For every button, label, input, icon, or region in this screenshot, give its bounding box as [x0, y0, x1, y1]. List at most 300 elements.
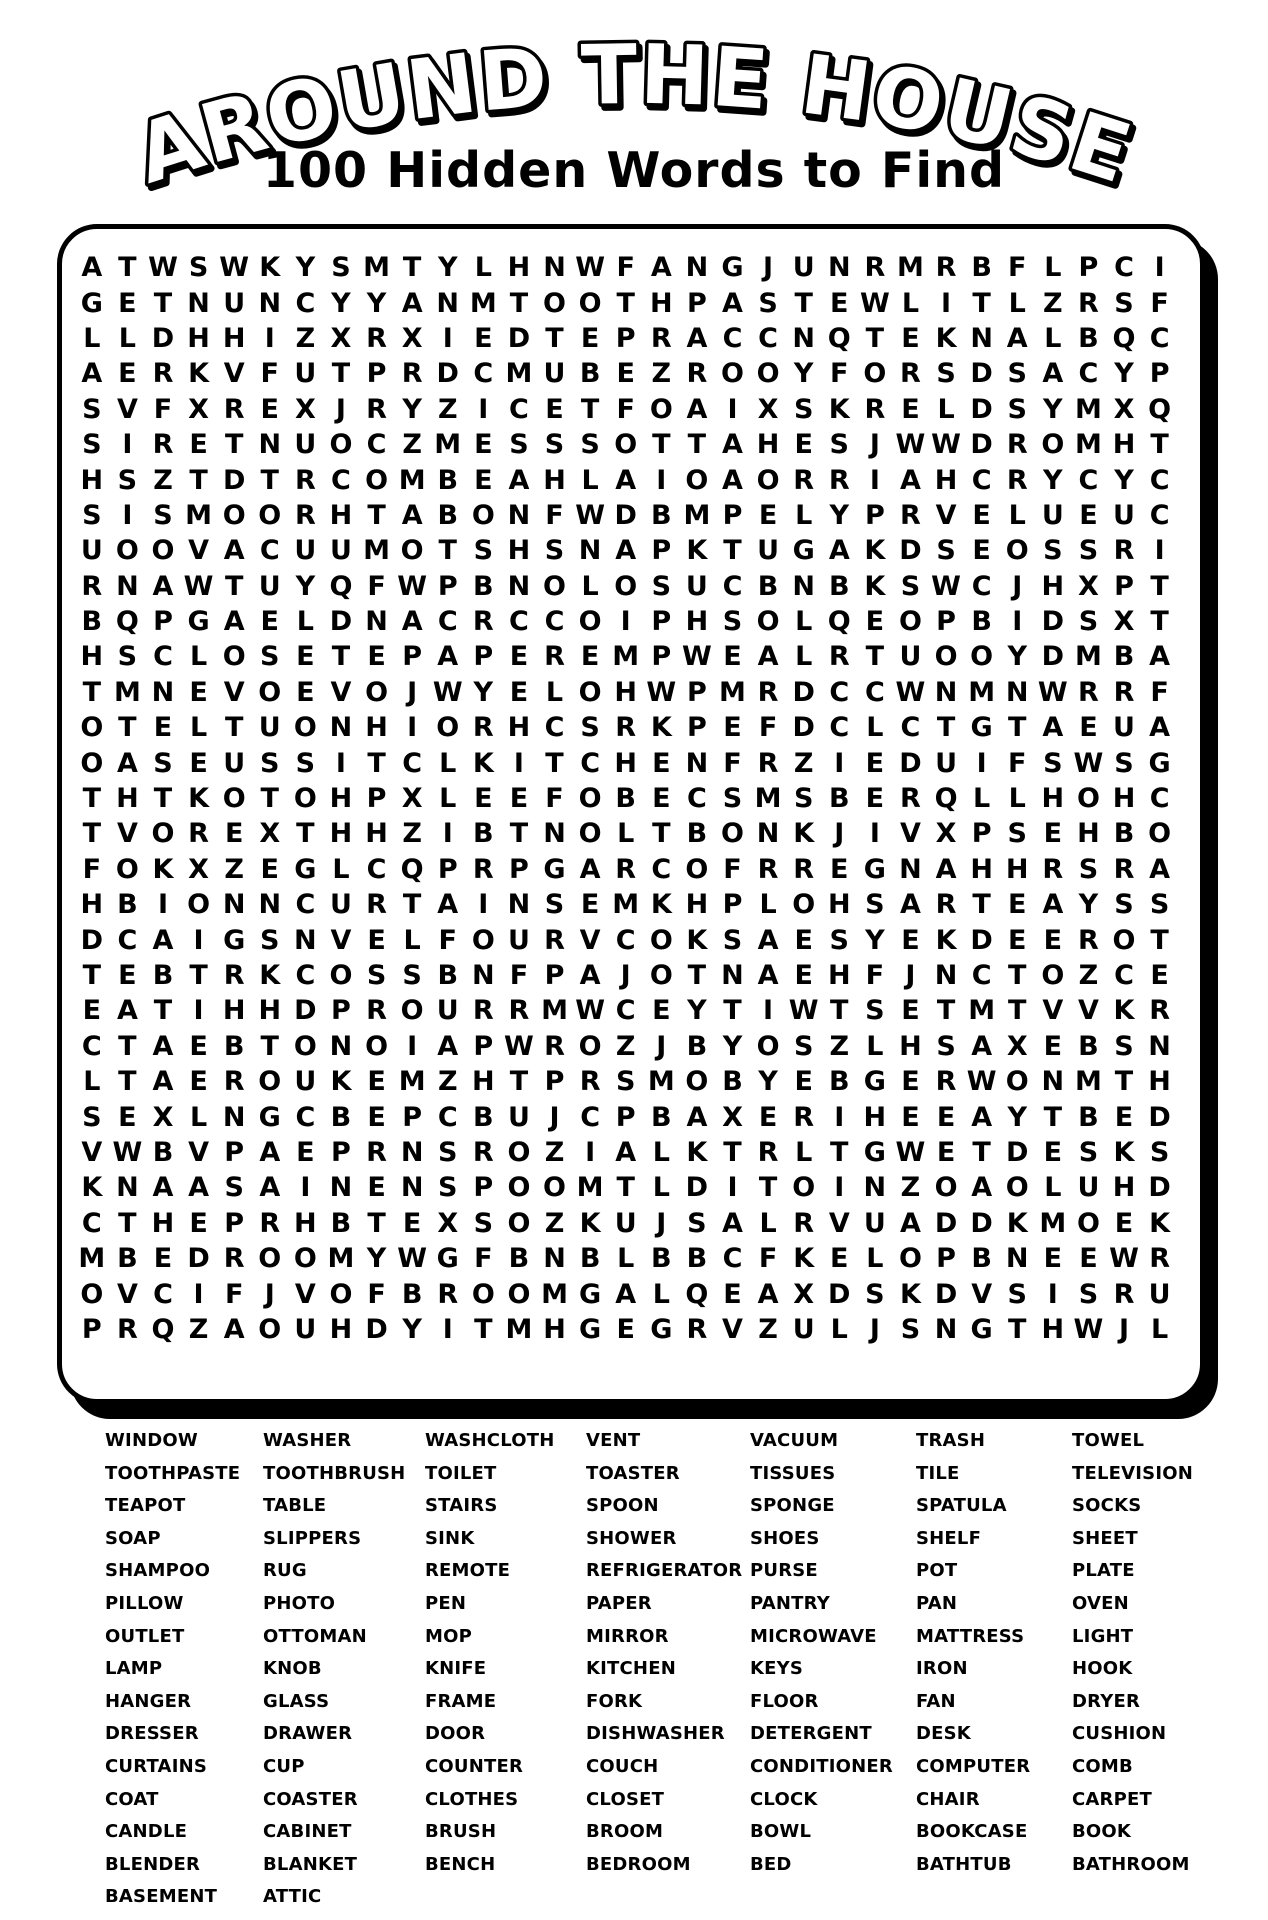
- word-item: COAT: [105, 1788, 159, 1810]
- word-column: [105, 1425, 240, 1914]
- grid-letter: T: [118, 1207, 137, 1239]
- grid-letter: M: [434, 429, 462, 461]
- grid-letter: A: [81, 252, 103, 284]
- grid-letter: A: [152, 1066, 174, 1098]
- grid-letter: P: [936, 1243, 956, 1275]
- grid-letter: K: [793, 1243, 815, 1275]
- grid-letter: B: [971, 252, 992, 284]
- grid-letter: N: [258, 889, 282, 921]
- grid-letter: V: [330, 924, 352, 956]
- grid-letter: T: [82, 960, 101, 991]
- grid-letter: A: [935, 853, 957, 885]
- grid-letter: A: [686, 393, 708, 425]
- grid-letter: P: [722, 499, 743, 531]
- grid-letter: K: [899, 1278, 921, 1310]
- grid-letter: E: [1008, 924, 1027, 956]
- grid-letter: C: [295, 889, 316, 921]
- grid-letter: W: [966, 1066, 997, 1098]
- grid-letter: I: [478, 393, 489, 425]
- grid-letter: R: [223, 960, 245, 991]
- grid-letter: Y: [366, 287, 387, 319]
- grid-letter: C: [971, 960, 992, 991]
- grid-letter: Y: [687, 995, 707, 1027]
- grid-letter: S: [438, 1136, 458, 1168]
- grid-letter: L: [652, 1278, 670, 1310]
- grid-letter: T: [118, 1030, 137, 1062]
- grid-letter: N: [578, 535, 602, 567]
- grid-letter: W: [1073, 1313, 1104, 1345]
- grid-letter: Z: [615, 1030, 636, 1062]
- grid-letter: A: [757, 1278, 779, 1310]
- grid-letter: V: [223, 358, 245, 390]
- word-item: HOOK: [1072, 1658, 1133, 1680]
- word-item: CANDLE: [105, 1821, 188, 1843]
- word-item: BEDROOM: [586, 1853, 691, 1875]
- grid-letter: U: [757, 535, 780, 567]
- grid-letter: S: [295, 747, 316, 779]
- grid-letter: F: [474, 1243, 493, 1275]
- grid-letter: A: [615, 535, 637, 567]
- grid-letter: W: [575, 499, 605, 531]
- grid-letter: W: [859, 287, 890, 319]
- grid-letter: E: [972, 499, 991, 531]
- grid-letter: L: [189, 1101, 208, 1133]
- grid-letter: A: [757, 924, 779, 956]
- grid-letter: S: [793, 393, 814, 425]
- grid-letter: R: [437, 1278, 459, 1310]
- grid-letter: Z: [224, 853, 244, 885]
- grid-letter: I: [442, 818, 453, 850]
- grid-letter: C: [544, 712, 565, 744]
- grid-letter: O: [258, 499, 282, 531]
- word-item: CONDITIONER: [750, 1755, 893, 1777]
- grid-letter: A: [722, 429, 743, 461]
- grid-letter: O: [258, 1313, 282, 1345]
- grid-letter: B: [473, 1101, 494, 1133]
- grid-letter: N: [543, 1243, 566, 1275]
- grid-letter: J: [905, 960, 916, 991]
- grid-letter: P: [615, 322, 636, 354]
- grid-letter: W: [788, 995, 819, 1027]
- grid-letter: O: [578, 818, 602, 850]
- grid-letter: T: [758, 1172, 778, 1204]
- grid-letter: N: [365, 606, 388, 638]
- grid-letter: N: [863, 1172, 887, 1204]
- grid-letter: M: [113, 676, 141, 708]
- grid-letter: O: [649, 924, 673, 956]
- word-item: FORK: [586, 1690, 643, 1712]
- grid-letter: P: [615, 1101, 636, 1133]
- grid-letter: R: [757, 853, 779, 885]
- word-item: CABINET: [263, 1821, 352, 1843]
- grid-letter: B: [651, 1243, 672, 1275]
- grid-letter: B: [579, 358, 601, 390]
- grid-letter: D: [970, 1207, 993, 1239]
- grid-letter: T: [224, 429, 244, 461]
- grid-letter: C: [615, 924, 636, 956]
- grid-letter: X: [757, 393, 779, 425]
- grid-letter: E: [865, 783, 885, 815]
- grid-letter: A: [188, 1172, 210, 1204]
- grid-letter: I: [834, 1172, 845, 1204]
- grid-letter: B: [330, 1207, 352, 1239]
- grid-letter: T: [580, 393, 600, 425]
- grid-letter: H: [329, 783, 353, 815]
- grid-letter: E: [509, 641, 529, 673]
- grid-letter: D: [685, 1172, 709, 1204]
- grid-letter: A: [615, 1278, 637, 1310]
- grid-letter: L: [795, 499, 813, 531]
- grid-letter: A: [900, 464, 921, 496]
- grid-letter: T: [723, 535, 742, 567]
- grid-letter: U: [258, 570, 281, 602]
- grid-letter: I: [193, 1278, 204, 1310]
- word-item: OVEN: [1072, 1592, 1129, 1614]
- grid-letter: Q: [685, 1278, 709, 1310]
- grid-letter: L: [652, 1136, 670, 1168]
- grid-letter: R: [793, 853, 815, 885]
- grid-letter: A: [971, 1030, 993, 1062]
- grid-letter: A: [579, 853, 601, 885]
- grid-letter: T: [402, 252, 422, 284]
- grid-letter: T: [865, 322, 885, 354]
- grid-letter: P: [1149, 358, 1170, 390]
- grid-letter: C: [971, 464, 992, 496]
- word-item: COASTER: [263, 1788, 358, 1810]
- grid-letter: R: [223, 1243, 245, 1275]
- grid-letter: R: [793, 1207, 815, 1239]
- grid-letter: H: [970, 853, 993, 885]
- grid-letter: T: [153, 783, 173, 815]
- grid-letter: E: [830, 1243, 849, 1275]
- grid-letter: F: [438, 924, 457, 956]
- word-item: CUP: [263, 1755, 305, 1777]
- grid-letter: Q: [115, 606, 139, 638]
- grid-letter: T: [509, 1066, 529, 1098]
- grid-letter: B: [1078, 322, 1099, 354]
- grid-letter: K: [686, 1136, 708, 1168]
- grid-letter: O: [80, 747, 104, 779]
- word-item: TOILET: [425, 1462, 497, 1484]
- grid-letter: O: [471, 1278, 495, 1310]
- grid-letter: J: [869, 1313, 880, 1345]
- grid-letter: P: [936, 606, 956, 638]
- grid-letter: P: [686, 287, 707, 319]
- grid-letter: S: [509, 429, 529, 461]
- grid-letter: D: [80, 924, 103, 956]
- grid-letter: A: [259, 1136, 281, 1168]
- grid-letter: G: [579, 1313, 602, 1345]
- grid-letter: O: [578, 783, 602, 815]
- grid-letter: E: [794, 960, 813, 991]
- grid-letter: H: [899, 1030, 922, 1062]
- grid-letter: S: [1114, 1030, 1134, 1062]
- grid-letter: D: [436, 358, 459, 390]
- grid-letter: C: [117, 924, 138, 956]
- grid-letter: Z: [1078, 960, 1099, 991]
- grid-letter: K: [1113, 995, 1135, 1027]
- grid-letter: S: [331, 252, 351, 284]
- grid-letter: H: [329, 499, 353, 531]
- grid-letter: E: [1079, 712, 1098, 744]
- grid-letter: H: [1041, 783, 1065, 815]
- grid-letter: O: [471, 499, 495, 531]
- grid-letter: O: [1148, 818, 1172, 850]
- grid-letter: V: [935, 499, 957, 531]
- grid-letter: L: [866, 1243, 884, 1275]
- grid-letter: U: [685, 570, 708, 602]
- grid-letter: O: [756, 358, 780, 390]
- grid-letter: T: [1150, 570, 1169, 602]
- grid-letter: K: [828, 393, 850, 425]
- grid-letter: R: [900, 358, 921, 390]
- grid-letter: S: [722, 606, 743, 638]
- grid-letter: B: [81, 606, 103, 638]
- grid-letter: A: [1006, 322, 1028, 354]
- word-item: COMB: [1072, 1755, 1133, 1777]
- grid-letter: O: [1076, 1207, 1100, 1239]
- grid-letter: V: [188, 1136, 210, 1168]
- grid-letter: C: [1149, 783, 1170, 815]
- word-item: PAN: [916, 1592, 958, 1614]
- grid-letter: C: [686, 783, 707, 815]
- grid-letter: G: [792, 535, 815, 567]
- grid-letter: F: [1150, 676, 1169, 708]
- grid-letter: I: [727, 1172, 738, 1204]
- grid-letter: N: [899, 853, 922, 885]
- grid-letter: K: [81, 1172, 103, 1204]
- grid-letter: B: [971, 606, 992, 638]
- grid-letter: E: [1043, 818, 1063, 850]
- word-item: BOOKCASE: [916, 1821, 1028, 1843]
- word-item: VENT: [586, 1430, 641, 1451]
- grid-letter: R: [1113, 535, 1135, 567]
- grid-letter: L: [617, 1243, 635, 1275]
- grid-letter: H: [151, 1207, 175, 1239]
- word-item: CUSHION: [1072, 1723, 1167, 1745]
- grid-letter: H: [329, 818, 353, 850]
- word-item: CLOTHES: [425, 1788, 519, 1810]
- grid-letter: J: [1118, 1313, 1130, 1345]
- grid-letter: C: [509, 393, 529, 425]
- grid-letter: A: [650, 252, 672, 284]
- grid-letter: R: [188, 818, 209, 850]
- grid-letter: L: [652, 1172, 670, 1204]
- grid-letter: S: [1149, 1136, 1170, 1168]
- grid-letter: E: [1043, 1243, 1063, 1275]
- grid-letter: H: [543, 1313, 566, 1345]
- grid-letter: D: [1006, 1136, 1029, 1168]
- grid-letter: O: [685, 853, 709, 885]
- grid-letter: O: [898, 606, 922, 638]
- grid-letter: Z: [402, 818, 422, 850]
- word-item: TRASH: [916, 1430, 986, 1451]
- grid-letter: P: [544, 960, 565, 991]
- grid-letter: Z: [758, 1313, 778, 1345]
- grid-letter: K: [330, 1066, 352, 1098]
- grid-letter: P: [224, 1136, 245, 1168]
- grid-letter: A: [686, 1101, 708, 1133]
- grid-letter: R: [366, 393, 387, 425]
- grid-letter: M: [1074, 429, 1102, 461]
- grid-letter: K: [1149, 1207, 1171, 1239]
- grid-letter: S: [544, 889, 565, 921]
- grid-letter: I: [1154, 535, 1165, 567]
- grid-letter: F: [509, 960, 529, 991]
- grid-letter: H: [543, 464, 566, 496]
- grid-letter: L: [1008, 783, 1026, 815]
- grid-letter: O: [293, 1243, 317, 1275]
- word-item: POT: [916, 1560, 958, 1582]
- grid-letter: C: [1114, 960, 1134, 991]
- grid-letter: E: [1043, 924, 1063, 956]
- grid-letter: B: [615, 783, 636, 815]
- grid-letter: A: [152, 570, 174, 602]
- grid-letter: S: [651, 570, 672, 602]
- grid-letter: I: [1047, 1278, 1058, 1310]
- grid-letter: R: [366, 995, 387, 1027]
- grid-letter: Z: [437, 1066, 458, 1098]
- grid-letter: D: [1041, 606, 1065, 638]
- page-title: AROUND THE HOUSE: [125, 27, 1143, 203]
- grid-letter: T: [118, 712, 137, 744]
- grid-letter: C: [295, 960, 316, 991]
- grid-letter: M: [541, 1278, 568, 1310]
- grid-letter: E: [118, 1101, 137, 1133]
- grid-letter: B: [1113, 641, 1135, 673]
- grid-letter: O: [721, 818, 744, 850]
- grid-letter: O: [115, 535, 139, 567]
- grid-letter: M: [78, 1243, 106, 1275]
- grid-letter: A: [828, 535, 850, 567]
- grid-letter: E: [652, 783, 671, 815]
- grid-letter: E: [82, 995, 102, 1027]
- grid-letter: B: [828, 1066, 850, 1098]
- grid-letter: J: [763, 252, 774, 284]
- grid-letter: L: [617, 818, 635, 850]
- grid-letter: P: [651, 535, 672, 567]
- grid-letter: E: [830, 853, 849, 885]
- grid-letter: O: [151, 535, 175, 567]
- grid-letter: N: [507, 889, 531, 921]
- grid-letter: T: [723, 1136, 742, 1168]
- grid-letter: M: [719, 676, 746, 708]
- grid-letter: R: [1113, 853, 1135, 885]
- word-item: MATTRESS: [916, 1625, 1025, 1647]
- grid-letter: I: [264, 322, 275, 354]
- grid-letter: N: [1148, 1030, 1171, 1062]
- grid-letter: M: [897, 252, 924, 284]
- grid-letter: H: [365, 818, 388, 850]
- grid-letter: H: [80, 641, 104, 673]
- grid-letter: P: [402, 1101, 423, 1133]
- grid-letter: T: [1114, 1066, 1134, 1098]
- grid-letter: M: [683, 499, 711, 531]
- grid-letter: E: [580, 322, 600, 354]
- grid-letter: M: [327, 1243, 355, 1275]
- grid-letter: V: [223, 676, 245, 708]
- word-item: COUNTER: [425, 1755, 524, 1777]
- grid-letter: L: [83, 1066, 101, 1098]
- grid-letter: P: [473, 641, 494, 673]
- word-item: PLATE: [1072, 1560, 1135, 1582]
- grid-letter: D: [1041, 641, 1065, 673]
- word-column: [1072, 1425, 1193, 1881]
- grid-letter: C: [580, 747, 601, 779]
- grid-letter: L: [937, 393, 955, 425]
- grid-letter: O: [649, 960, 673, 991]
- word-item: SINK: [425, 1527, 475, 1549]
- grid-letter: Y: [829, 499, 850, 531]
- grid-letter: B: [971, 1243, 992, 1275]
- grid-letter: I: [442, 1313, 453, 1345]
- grid-letter: Q: [1112, 322, 1136, 354]
- grid-letter: U: [1113, 712, 1135, 744]
- grid-letter: E: [972, 535, 991, 567]
- grid-letter: S: [1078, 1278, 1099, 1310]
- grid-letter: Z: [295, 322, 316, 354]
- grid-letter: T: [224, 570, 244, 602]
- grid-letter: F: [758, 712, 778, 744]
- grid-letter: E: [723, 1278, 742, 1310]
- grid-letter: F: [367, 570, 386, 602]
- grid-letter: L: [189, 712, 208, 744]
- grid-letter: Q: [151, 1313, 175, 1345]
- grid-letter: G: [863, 853, 886, 885]
- grid-letter: B: [223, 1030, 245, 1062]
- grid-letter: H: [294, 1207, 317, 1239]
- grid-letter: O: [614, 570, 638, 602]
- grid-letter: E: [1079, 1243, 1098, 1275]
- grid-letter: O: [258, 1243, 282, 1275]
- word-item: BATHTUB: [916, 1853, 1012, 1875]
- grid-letter: H: [116, 783, 139, 815]
- grid-letter: E: [652, 995, 671, 1027]
- grid-letter: E: [509, 783, 529, 815]
- word-item: PEN: [425, 1592, 467, 1614]
- grid-letter: E: [474, 464, 493, 496]
- grid-letter: S: [900, 570, 921, 602]
- grid-letter: G: [294, 853, 317, 885]
- grid-letter: S: [153, 499, 173, 531]
- grid-letter: A: [757, 641, 779, 673]
- grid-letter: X: [1113, 606, 1135, 638]
- grid-letter: E: [1008, 889, 1027, 921]
- grid-letter: S: [117, 464, 138, 496]
- grid-letter: C: [1078, 358, 1099, 390]
- grid-letter: U: [863, 1207, 886, 1239]
- word-item: SPONGE: [750, 1495, 835, 1517]
- grid-letter: U: [899, 641, 922, 673]
- grid-letter: T: [687, 960, 707, 991]
- grid-letter: G: [436, 1243, 459, 1275]
- grid-letter: H: [1005, 853, 1029, 885]
- grid-letter: A: [686, 322, 708, 354]
- grid-letter: A: [615, 464, 637, 496]
- word-item: BLENDER: [105, 1853, 201, 1875]
- grid-letter: N: [721, 960, 744, 991]
- grid-letter: T: [224, 712, 244, 744]
- grid-letter: E: [1150, 960, 1169, 991]
- grid-letter: B: [651, 1101, 672, 1133]
- grid-letter: I: [656, 464, 667, 496]
- grid-letter: T: [687, 429, 707, 461]
- grid-letter: E: [580, 889, 600, 921]
- grid-letter: O: [685, 1066, 709, 1098]
- grid-letter: V: [116, 393, 138, 425]
- grid-letter: U: [223, 747, 246, 779]
- grid-letter: I: [763, 995, 774, 1027]
